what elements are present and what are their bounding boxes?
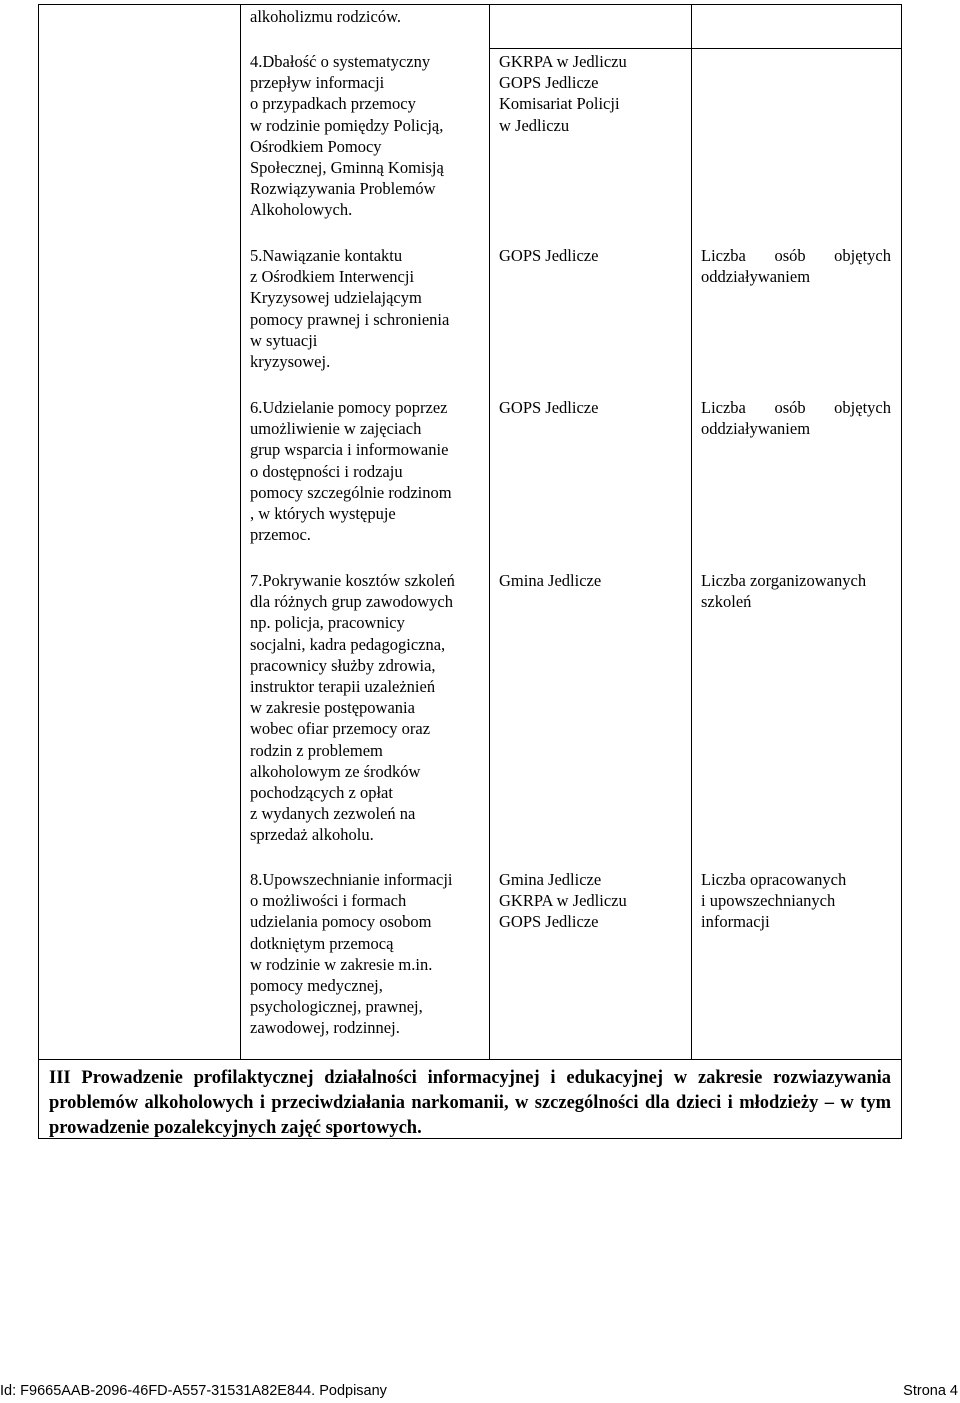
responsible-cell: GOPS Jedlicze <box>499 246 599 265</box>
task-cell: alkoholizmu rodziców. <box>250 7 402 26</box>
table-column-divider-3 <box>691 4 692 1060</box>
table-border-right <box>901 4 902 1139</box>
indicator-cell: Liczba opracowanych i upowszechnianych informacji <box>701 870 847 932</box>
responsible-cell: GKRPA w Jedliczu GOPS Jedlicze Komisariat Policji w Jedliczu <box>499 52 627 135</box>
section-divider <box>38 1059 902 1060</box>
indicator-cell: Liczba zorganizowanych szkoleń <box>701 571 867 612</box>
task-cell: 8.Upowszechnianie informacji o możliwości i formach udzielania pomocy osobom dotkniętym przemocą w rodzinie w zakresie m.in. pomocy medycznej, psychologicznej, prawnej, zawodowej, rodzinnej. <box>250 870 453 1038</box>
document-id: Id: F9665AAB-2096-46FD-A557-31531A82E844. Podpisany <box>0 1383 387 1399</box>
section-heading: III Prowadzenie profilaktycznej działalności informacyjnej i edukacyjnej w zakresie rozwiazywania problemów alkoholowych i przeciwdziałania narkomanii, w szczególności dla dzieci i młodzieży – w tym prowadzenie pozalekcyjnych zajęć sportowych. <box>49 1068 891 1138</box>
table-column-divider-2 <box>489 4 490 1060</box>
task-cell: 7.Pokrywanie kosztów szkoleń dla różnych grup zawodowych np. policja, pracownicy socjalni, kadra pedagogiczna, pracownicy służby zdrowia, instruktor terapii uzależnień w zakresie postępowania wobec ofiar przemocy oraz rodzin z problemem alkoholowym ze środków pochodzących z opłat z wydanych zezwoleń na sprzedaż alkoholu. <box>250 571 455 845</box>
table-row-divider <box>489 48 902 49</box>
table-border-top <box>38 4 902 5</box>
indicator-cell: Liczba osób objętych oddziaływaniem <box>701 246 891 287</box>
task-cell: 6.Udzielanie pomocy poprzez umożliwienie w zajęciach grup wsparcia i informowanie o dostępności i rodzaju pomocy szczególnie rodzinom , w których występuje przemoc. <box>250 398 452 545</box>
task-cell: 5.Nawiązanie kontaktu z Ośrodkiem Interwencji Kryzysowej udzielającym pomocy prawnej i schronienia w sytuacji kryzysowej. <box>250 246 450 372</box>
task-cell: 4.Dbałość o systematyczny przepływ informacji o przypadkach przemocy w rodzinie pomiędzy Policją, Ośrodkiem Pomocy Społecznej, Gminną Komisją Rozwiązywania Problemów Alkoholowych. <box>250 52 444 220</box>
table-border-left <box>38 4 39 1139</box>
responsible-cell: Gmina Jedlicze <box>499 571 602 590</box>
responsible-cell: Gmina Jedlicze GKRPA w Jedliczu GOPS Jedlicze <box>499 870 627 932</box>
page-number: Strona 4 <box>903 1383 958 1399</box>
table-column-divider-1 <box>240 4 241 1060</box>
indicator-cell: Liczba osób objętych oddziaływaniem <box>701 398 891 439</box>
responsible-cell: GOPS Jedlicze <box>499 398 599 417</box>
